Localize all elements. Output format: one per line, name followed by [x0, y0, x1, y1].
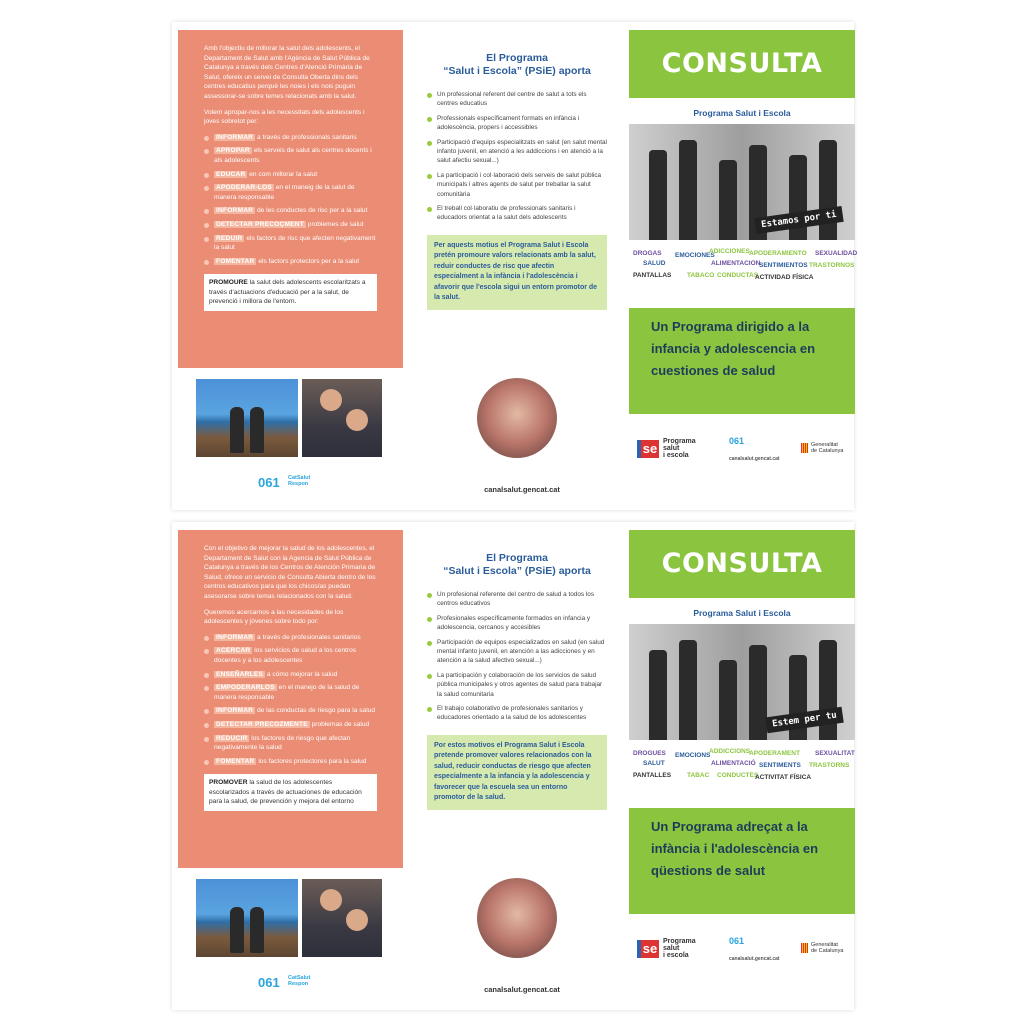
catsalut-respon-logo: 061 CatSalut Respon: [258, 975, 311, 990]
intro-text: Con el objetivo de mejorar la salud de los adolescentes, el Departament de Salut con la Agencia de Salut Pública de Catalunya a través de los Centros de Atención Primaria de Salud, ofrece un servicio de Consulta Abierta dentro de los centros educativos para que los chicos/as puedan asesorarse sobre temas relacionados con la salud.: [204, 545, 376, 600]
salut-i-escola-logo: se Programa salut i escola: [637, 438, 696, 459]
list-item: Profesionales específicamente formados en infancia y adolescencia, cercanos y accesibles: [427, 614, 607, 633]
list-item: FOMENTAR els factors protectors per a la salut: [204, 257, 377, 267]
hero-photo: [629, 624, 855, 740]
hero-photo: [629, 124, 855, 240]
promote-box: PROMOVER la salud de los adolescentes escolarizados a través de actuaciones de educación para la salud, de prevención y mejora del entorno: [204, 774, 377, 810]
program-subtitle: Programa Salut i Escola: [693, 608, 791, 618]
slogan-badge: Estamos por ti: [754, 206, 843, 234]
list-item: La participación y colaboración de los servicios de salud pública municipales y otros agentes de salud para trabajar la salud comunitaria: [427, 671, 607, 699]
list-item: REDUIR els factors de risc que afecten negativament la salut: [204, 234, 377, 253]
objectives-list: [204, 633, 377, 767]
students-photo: [302, 379, 382, 457]
contributions-list: [427, 590, 607, 723]
program-subtitle: Programa Salut i Escola: [693, 108, 791, 118]
list-item: Professionals específicament formats en infància i adolescència, propers i accessibles: [427, 114, 607, 133]
list-item: Participación de equipos especializados en salud (en salud mental infanto juvenil, en atención a las adicciones y en atención a la salud afectivo sexual...): [427, 638, 607, 666]
program-promo-box: Un Programa dirigido a la infancia y adolescencia en cuestiones de salud: [629, 308, 855, 414]
intro-text: Amb l'objectiu de millorar la salut dels adolescents, el Departament de Salut amb l'Agència de Salut Pública de Catalunya a través dels Centres d'Atenció Primària de Salut, ofereix un servei de Consulta Oberta dins dels centres educatius perquè les noies i els nois puguin assessorar-se sobre temes relacionats amb la salut.: [204, 45, 370, 100]
middle-panel: [427, 22, 607, 310]
promote-box: PROMOURE la salut dels adolescents escolaritzats a través d'actuacions d'educació per a la salut, de prevenció i millora de l'entorn.: [204, 274, 377, 310]
circle-photo: [477, 378, 557, 458]
footer-logos: [629, 928, 855, 968]
catsalut-061-logo: 061 canalsalut.gencat.cat: [729, 436, 780, 462]
list-item: FOMENTAR los factores protectores para la salud: [204, 757, 377, 767]
beach-photo: [196, 379, 298, 457]
list-item: Un profesional referente del centro de salud a todos los centros educativos: [427, 590, 607, 609]
brochure-sheet-catalan: [172, 22, 858, 510]
list-item: EDUCAR en com millorar la salut: [204, 170, 377, 180]
list-item: DETECTAR PRECOÇMENT problemes de salut: [204, 220, 377, 230]
middle-panel: [427, 522, 607, 810]
catsalut-061-logo: 061 canalsalut.gencat.cat: [729, 936, 780, 962]
list-item: APODERAR-LOS en el maneig de la salut de manera responsable: [204, 183, 377, 202]
topics-word-cloud: DROGAS SALUD PANTALLAS EMOCIONES ADICCIONES ALIMENTACION TABACO CONDUCTAS APODERAMIENTO SENTIMIENTOS ACTIVIDAD FÍSICA SEXUALIDAD TRASTORNOS: [633, 248, 858, 281]
brand-title: CONSULTA: [629, 530, 855, 598]
generalitat-logo: Generalitat de Catalunya: [801, 442, 843, 454]
list-item: INFORMAR a través de professionals sanitaris: [204, 133, 377, 143]
left-panel: [178, 30, 403, 368]
motives-box: Por estos motivos el Programa Salut i Escola pretende promover valores relacionados con la salud, reducir conductas de riesgo que afecten especialmente a la infancia y la adolescencia y favorecer que la escuela sea un entorno promotor de la salud.: [427, 735, 607, 810]
right-panel: [629, 530, 855, 968]
program-title: El Programa “Salut i Escola” (PSiE) aporta: [443, 552, 591, 577]
list-item: ACERCAR los servicios de salud a los centros docentes y a los adolescentes: [204, 646, 377, 665]
brand-title: CONSULTA: [629, 30, 855, 98]
website-link[interactable]: canalsalut.gencat.cat: [484, 485, 560, 494]
list-item: ENSEÑARLES a cómo mejorar la salud: [204, 670, 377, 680]
topics-word-cloud: DROGUES SALUT PANTALLES EMOCIONS ADDICCIONS ALIMENTACIÓ TABAC CONDUCTES APODERAMENT SENTIMENTS ACTIVITAT FÍSICA SEXUALITAT TRASTORNS: [633, 748, 855, 781]
brochure-sheet-spanish: [172, 522, 854, 1010]
lead-text: Queremos acercarnos a las necesidades de los adolescentes y jóvenes sobre todo por:: [204, 608, 344, 626]
program-promo-box: Un Programa adreçat a la infància i l'adolescència en qüestions de salut: [629, 808, 855, 914]
students-photo: [302, 879, 382, 957]
generalitat-logo: Generalitat de Catalunya: [801, 942, 843, 954]
list-item: REDUCIR los factores de riesgo que afectan negativamente la salud: [204, 734, 377, 753]
list-item: INFORMAR de las conductas de riesgo para la salud: [204, 706, 377, 716]
list-item: DETECTAR PRECOZMENTE problemas de salud: [204, 720, 377, 730]
list-item: INFORMAR a través de profesionales sanitarios: [204, 633, 377, 643]
salut-i-escola-logo: se Programa salut i escola: [637, 938, 696, 959]
list-item: Participació d'equips especialitzats en salut (en salut mental infanto juvenil, en atenció a les addiccions i en atenció a la salut afectiu sexual...): [427, 138, 607, 166]
list-item: INFORMAR de les conductes de risc per a la salut: [204, 206, 377, 216]
lead-text: Volem apropar-nos a les necessitats dels adolescents i joves sobretot per:: [204, 108, 365, 126]
list-item: El treball col·laboratiu de professionals sanitaris i educadors orientat a la salut dels adolescents: [427, 204, 607, 223]
list-item: La participació i col·laboració dels serveis de salut pública municipals i altres agents de salut per treballar la salut comunitària: [427, 171, 607, 199]
circle-photo: [477, 878, 557, 958]
list-item: El trabajo colaborativo de profesionales sanitarios y educadores orientado a la salud de los adolescentes: [427, 704, 607, 723]
objectives-list: [204, 133, 377, 267]
list-item: Un professional referent del centre de salut a tots els centres educatius: [427, 90, 607, 109]
motives-box: Per aquests motius el Programa Salut i Escola pretén promoure valors relacionats amb la salut, reduir conductes de risc que afectin especialment a la infància i l'adolescència i afavorir que l'escola sigui un entorn promotor de la salut.: [427, 235, 607, 310]
beach-photo: [196, 879, 298, 957]
list-item: APROPAR els serveis de salut als centres docents i als adolescents: [204, 146, 377, 165]
list-item: EMPODERARLOS en el manejo de la salud de manera responsable: [204, 683, 377, 702]
program-title: El Programa “Salut i Escola” (PSiE) aporta: [443, 52, 591, 77]
website-link[interactable]: canalsalut.gencat.cat: [484, 985, 560, 994]
footer-logos: [629, 428, 855, 468]
catsalut-respon-logo: 061 CatSalut Respon: [258, 475, 311, 490]
slogan-badge: Estem per tu: [765, 707, 844, 734]
right-panel: [629, 30, 858, 468]
contributions-list: [427, 90, 607, 223]
left-panel: [178, 530, 403, 868]
